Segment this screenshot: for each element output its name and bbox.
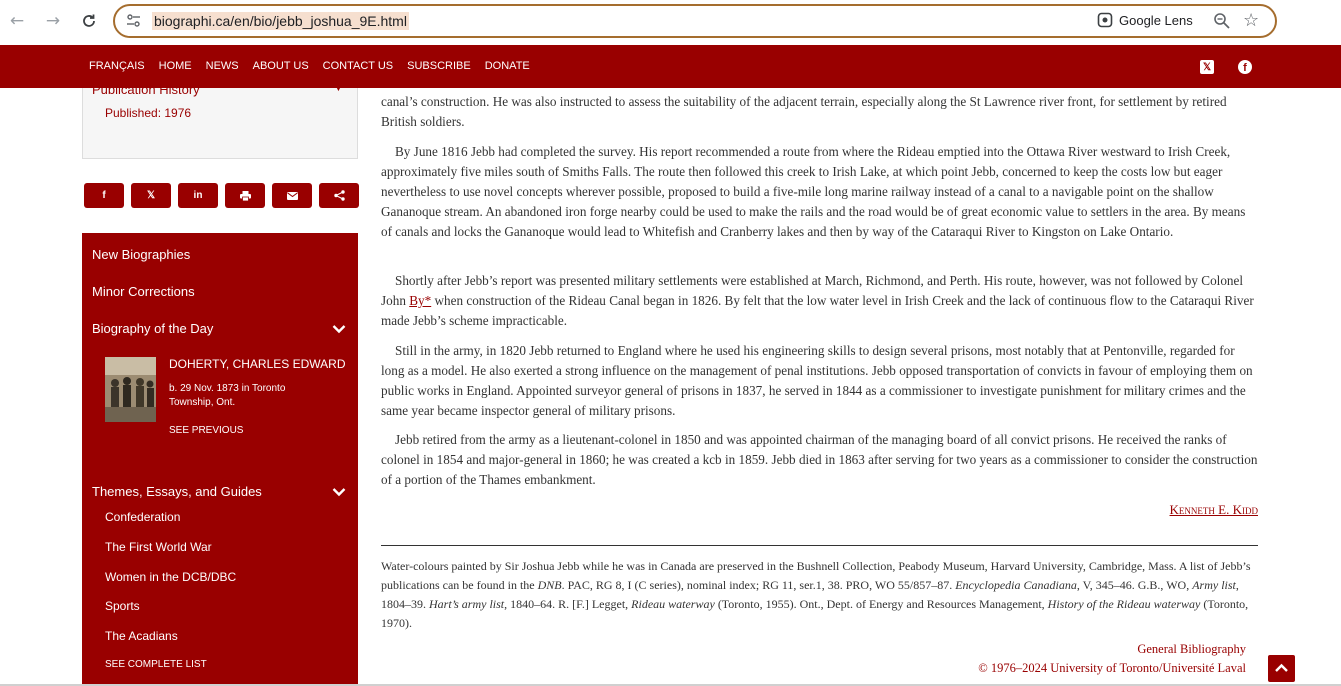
biblio-text: , 1804–39. [381,578,1239,611]
biblio-title: Army list [1192,578,1236,592]
zoom-icon[interactable] [1213,12,1231,30]
biography-of-the-day-heading[interactable]: Biography of the Day [92,321,214,336]
article-paragraph [381,271,1258,331]
share-x-button[interactable] [131,183,171,208]
biblio-text: , V, 345–46. G.B., WO, [1076,578,1193,592]
x-icon: 𝕏 [146,190,156,201]
see-complete-list-link[interactable]: SEE COMPLETE LIST [105,659,207,670]
back-to-top-button[interactable] [1268,655,1295,682]
see-previous-link[interactable]: SEE PREVIOUS [169,425,244,436]
linkedin-icon: in [193,190,203,201]
biblio-title: Hart’s army list [429,597,505,611]
biography-thumbnail[interactable] [105,357,156,422]
share-facebook-button[interactable] [84,183,124,208]
published-date: Published: 1976 [105,106,192,120]
chevron-down-icon[interactable] [332,324,346,334]
biblio-text: . PAC, RG 8, I (C series), nominal index; RG 11, ser.1, 38. PRO, WO 55/857–87. [561,578,956,592]
chevron-up-icon [1268,655,1295,682]
theme-item-confederation[interactable]: Confederation [105,510,181,524]
share-bar [84,183,359,208]
nav-item-subscribe[interactable]: SUBSCRIBE [407,60,471,72]
google-lens-button[interactable] [1097,12,1193,28]
paragraph-text: Shortly after Jebb’s report was presented military settlements were established at March, Richmond, and Perth. His route, however, was not followed by Colonel John [381,273,1244,308]
facebook-icon: f [102,190,106,201]
new-biographies-link[interactable]: New Biographies [92,247,191,262]
nav-item-donate[interactable]: DONATE [484,60,530,72]
google-lens-icon [1097,12,1113,28]
share-button[interactable] [319,183,359,208]
nav-menu [89,60,544,72]
article-paragraph: Jebb retired from the army as a lieutenant-colonel in 1850 and was appointed chairman of the managing board of all convict prisons. He received the ranks of colonel in 1854 and major-general in 1860; he was created a kcb in 1859. Jebb died in 1863 after serving for two years as a commissioner to consider the construction of a portion of the Thames embankment. [381,432,1258,487]
publication-history-box [82,82,358,159]
biography-of-day-name[interactable]: DOHERTY, CHARLES EDWARD [169,357,346,371]
theme-item-first-world-war[interactable]: The First World War [105,540,212,554]
email-button[interactable] [272,183,312,208]
site-info-icon[interactable] [125,13,143,29]
by-link[interactable]: By* [409,293,432,308]
general-bibliography-link[interactable]: General Bibliography [1137,642,1246,656]
article-paragraph: canal’s construction. He was also instructed to assess the suitability of the adjacent terrain, especially along the St Lawrence river front, for settlement by retired British soldiers. [381,94,1227,129]
nav-item-home[interactable]: HOME [158,60,192,72]
print-icon [240,191,251,201]
biblio-text: (Toronto, 1955). Ont., Dept. of Energy and Resources Management, [714,597,1048,611]
article-paragraph: Still in the army, in 1820 Jebb returned to England where he used his engineering skills to design several prisons, most notably that at Pentonville, regarded for long as a model. He also exerted a strong influence on the management of penal institutions. Jebb opposed transportation of convicts in favour of employing them on public works in England. Appointed surveyor general of prisons in 1837, he served in 1844 as a commissioner to investigate punishment for military crimes and the same year became inspector general of military prisons. [381,343,1253,418]
copyright-text: © 1976–2024 University of Toronto/Université Laval [978,661,1246,675]
biography-of-day-birth: b. 29 Nov. 1873 in Toronto Township, Ont. [169,383,286,408]
sidebar-panel [82,233,358,686]
divider [381,545,1258,546]
publication-history-title[interactable]: Publication History [92,82,200,97]
email-icon [287,192,298,200]
minor-corrections-link[interactable]: Minor Corrections [92,284,195,299]
browser-toolbar [0,0,1341,45]
facebook-icon[interactable]: f [1238,60,1252,74]
address-bar[interactable] [113,4,1277,38]
back-arrow-icon[interactable]: ← [9,11,25,31]
biblio-title: Rideau waterway [631,597,715,611]
nav-item-francais[interactable]: FRANÇAIS [89,60,145,72]
biblio-text: , 1840–64. R. [F.] Legget, [504,597,632,611]
forward-arrow-icon[interactable]: → [45,11,61,31]
share-icon [334,190,345,201]
nav-item-about-us[interactable]: ABOUT US [252,60,309,72]
themes-heading[interactable]: Themes, Essays, and Guides [92,484,262,499]
bookmark-star-icon[interactable]: ☆ [1243,10,1260,31]
theme-item-sports[interactable]: Sports [105,599,140,613]
biblio-title: History of the Rideau waterway [1047,597,1201,611]
biblio-title: DNB [537,578,562,592]
chevron-down-icon[interactable]: ▼ [333,82,344,94]
biblio-text: Water-colours painted by Sir Joshua Jebb while he was in Canada are preserved in the Bushnell Collection, Peabody Museum, Harvard University, Cambridge, Mass. A list of Jebb’s publications can be found in the [381,559,1251,592]
biblio-text: (Toronto, 1970). [381,597,1249,630]
reload-icon[interactable] [78,10,100,32]
chevron-down-icon[interactable] [332,487,346,497]
nav-item-news[interactable]: NEWS [205,60,239,72]
google-lens-label: Google Lens [1119,12,1193,28]
biblio-title: Encyclopedia Canadiana [955,578,1077,592]
paragraph-text: when construction of the Rideau Canal began in 1826. By felt that the low water level in Irish Creek and the lack of continuous flow to the Cataraqui River made Jebb’s scheme impracticable. [381,293,1254,328]
nav-item-contact-us[interactable]: CONTACT US [322,60,394,72]
url-text[interactable]: biographi.ca/en/bio/jebb_joshua_9E.html [154,13,407,29]
x-social-icon[interactable]: 𝕏 [1200,60,1214,74]
print-button[interactable] [225,183,265,208]
bibliography [381,557,1258,633]
site-nav [0,45,1341,88]
theme-item-women[interactable]: Women in the DCB/DBC [105,570,237,584]
theme-item-acadians[interactable]: The Acadians [105,629,178,643]
share-linkedin-button[interactable] [178,183,218,208]
article-paragraph: By June 1816 Jebb had completed the survey. His report recommended a route from where the Rideau emptied into the Ottawa River westward to Irish Creek, approximately five miles south of Smiths Falls. The route then followed this creek to Irish Lake, at which point Jebb, concerned to keep the costs low but eager nevertheless to use novel concepts wherever possible, proposed to build a five-mile long marine railway instead of a canal to a navigable point on the shallow Gananoque stream. An abandoned iron forge nearby could be used to make the rails and the road would be of great economic value to settlers in the area. By means of canals and locks the Gananoque would lead to Whitefish and Cranberry lakes and then by way of the Cataraqui River to Kingston on Lake Ontario. [381,144,1246,239]
author-link[interactable]: Kenneth E. Kidd [1169,502,1258,517]
